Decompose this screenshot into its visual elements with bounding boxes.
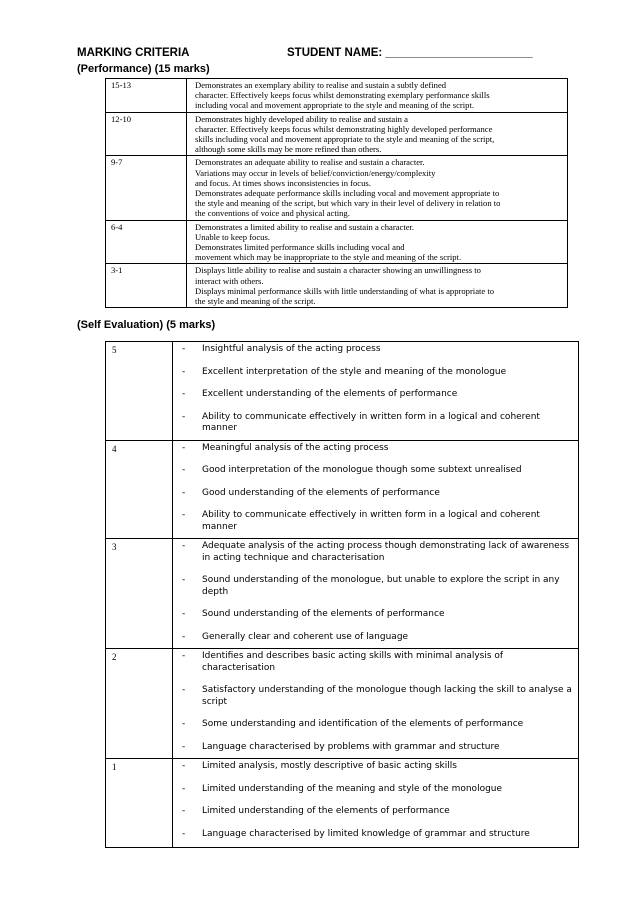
criteria-text: Excellent understanding of the elements of performance (202, 389, 458, 399)
dash-bullet: - (182, 631, 186, 642)
evaluation-criteria (173, 759, 579, 848)
student-name-label: STUDENT NAME: _______________________ (287, 47, 533, 59)
criteria-item (180, 632, 572, 644)
dash-bullet: - (182, 411, 186, 422)
score-value: 4 (106, 440, 173, 539)
dash-bullet: - (182, 719, 186, 729)
performance-row (106, 112, 568, 156)
criteria-line: the conventions of voice and physical acting. (195, 208, 350, 219)
score-value: 2 (106, 649, 173, 759)
criteria-text: Sound understanding of the monologue, but unable to explore the script in any depth (202, 575, 560, 597)
dash-bullet: - (182, 344, 186, 354)
dash-bullet: - (182, 541, 186, 551)
criteria-item (180, 412, 572, 435)
criteria-line: including vocal and movement appropriate to the style and meaning of the script. (195, 100, 474, 111)
dash-bullet: - (182, 366, 186, 377)
evaluation-criteria (173, 539, 579, 649)
criteria-line: Demonstrates highly developed ability to realise and sustain a (195, 113, 408, 124)
criteria-item (180, 465, 572, 477)
criteria-text: Good understanding of the elements of performance (202, 487, 440, 498)
dash-bullet: - (182, 685, 186, 695)
criteria-text: Insightful analysis of the acting process (202, 344, 381, 354)
criteria-line: Demonstrates limited performance skills including vocal and (195, 242, 405, 253)
criteria-description (187, 220, 568, 264)
score-value: 3 (106, 539, 173, 649)
score-range: 15-13 (106, 79, 187, 113)
criteria-item (180, 488, 572, 500)
criteria-item (180, 829, 572, 841)
criteria-item (180, 609, 572, 621)
self-evaluation-row (106, 539, 579, 649)
criteria-text: Language characterised by limited knowledge of grammar and structure (202, 828, 530, 839)
performance-row (106, 264, 568, 308)
criteria-text: Ability to communicate effectively in written form in a logical and coherent manner (202, 510, 540, 532)
criteria-line: Variations may occur in levels of belief/conviction/energy/complexity (195, 167, 436, 178)
dash-bullet: - (182, 510, 186, 520)
self-evaluation-heading: (Self Evaluation) (5 marks) (77, 319, 216, 331)
score-value: 1 (106, 759, 173, 848)
performance-row (106, 156, 568, 220)
criteria-item (180, 541, 572, 564)
dash-bullet: - (182, 828, 186, 839)
criteria-item (180, 510, 572, 533)
criteria-line: movement which may be inappropriate to the style and meaning of the script. (195, 252, 462, 263)
dash-bullet: - (182, 487, 186, 498)
criteria-item (180, 742, 572, 754)
performance-row (106, 79, 568, 113)
dash-bullet: - (182, 575, 186, 585)
criteria-line: Demonstrates an adequate ability to realise and sustain a character. (195, 157, 425, 168)
dash-bullet: - (182, 609, 186, 619)
criteria-text: Ability to communicate effectively in written form in a logical and coherent manner (202, 411, 540, 433)
criteria-item (180, 685, 572, 708)
criteria-line: Demonstrates adequate performance skills including vocal and movement appropriate to (195, 188, 500, 199)
criteria-text: Sound understanding of the elements of performance (202, 609, 445, 619)
performance-row (106, 220, 568, 264)
criteria-text: Excellent interpretation of the style and meaning of the monologue (202, 366, 507, 377)
self-evaluation-table (105, 341, 579, 848)
criteria-line: Displays little ability to realise and sustain a character showing an unwillingness to (195, 265, 481, 276)
dash-bullet: - (182, 783, 186, 794)
score-range: 12-10 (106, 112, 187, 156)
criteria-line: character. Effectively keeps focus whilst demonstrating exemplary performance skills (195, 90, 490, 101)
criteria-text: Identifies and describes basic acting skills with minimal analysis of characterisation (202, 651, 504, 673)
dash-bullet: - (182, 465, 186, 475)
evaluation-criteria (173, 649, 579, 759)
score-range: 3-1 (106, 264, 187, 308)
criteria-item (180, 784, 572, 796)
criteria-text: Generally clear and coherent use of language (202, 631, 409, 642)
criteria-item (180, 389, 572, 401)
criteria-line: character. Effectively keeps focus whilst demonstrating highly developed performance (195, 123, 493, 134)
self-evaluation-row (106, 649, 579, 759)
criteria-line: Unable to keep focus. (195, 231, 270, 242)
evaluation-criteria (173, 440, 579, 539)
criteria-text: Meaningful analysis of the acting process (202, 442, 389, 453)
criteria-text: Adequate analysis of the acting process though demonstrating lack of awareness in acting technique and characterisation (202, 541, 570, 563)
dash-bullet: - (182, 389, 186, 399)
criteria-text: Limited analysis, mostly descriptive of basic acting skills (202, 761, 457, 771)
criteria-description (187, 264, 568, 308)
page-title: MARKING CRITERIA (77, 47, 190, 59)
evaluation-criteria (173, 342, 579, 441)
score-range: 9-7 (106, 156, 187, 220)
performance-heading: (Performance) (15 marks) (77, 63, 210, 75)
criteria-line: and focus. At times shows inconsistencies in focus. (195, 177, 371, 188)
dash-bullet: - (182, 651, 186, 661)
criteria-line: the style and meaning of the script. (195, 296, 316, 307)
criteria-text: Good interpretation of the monologue though some subtext unrealised (202, 465, 522, 475)
criteria-item (180, 651, 572, 674)
criteria-line: interact with others. (195, 275, 264, 286)
criteria-description (187, 79, 568, 113)
self-evaluation-row (106, 440, 579, 539)
criteria-item (180, 367, 572, 379)
criteria-description (187, 112, 568, 156)
criteria-text: Limited understanding of the meaning and style of the monologue (202, 783, 503, 794)
performance-criteria-table (105, 78, 568, 308)
criteria-text: Satisfactory understanding of the monologue though lacking the skill to analyse a script (202, 685, 572, 707)
criteria-text: Language characterised by problems with grammar and structure (202, 741, 500, 752)
criteria-line: skills including vocal and movement appropriate to the style and meaning of the script, (195, 134, 495, 145)
criteria-line: Demonstrates an exemplary ability to realise and sustain a subtly defined (195, 80, 447, 90)
criteria-item (180, 344, 572, 356)
dash-bullet: - (182, 442, 186, 453)
criteria-line: Displays minimal performance skills with little understanding of what is appropriate to (195, 285, 495, 296)
criteria-item (180, 575, 572, 598)
criteria-text: Some understanding and identification of the elements of performance (202, 719, 524, 729)
criteria-line: although some skills may be more refined than others. (195, 144, 382, 155)
criteria-item (180, 443, 572, 455)
criteria-item (180, 719, 572, 731)
criteria-line: the style and meaning of the script, but which vary in their level of delivery in relation to (195, 198, 501, 209)
score-range: 6-4 (106, 220, 187, 264)
dash-bullet: - (182, 806, 186, 816)
dash-bullet: - (182, 741, 186, 752)
criteria-line: Demonstrates a limited ability to realise and sustain a character. (195, 221, 415, 232)
criteria-item (180, 761, 572, 773)
criteria-item (180, 806, 572, 818)
criteria-text: Limited understanding of the elements of performance (202, 806, 450, 816)
criteria-description (187, 156, 568, 220)
self-evaluation-row (106, 342, 579, 441)
score-value: 5 (106, 342, 173, 441)
self-evaluation-row (106, 759, 579, 848)
dash-bullet: - (182, 761, 186, 771)
